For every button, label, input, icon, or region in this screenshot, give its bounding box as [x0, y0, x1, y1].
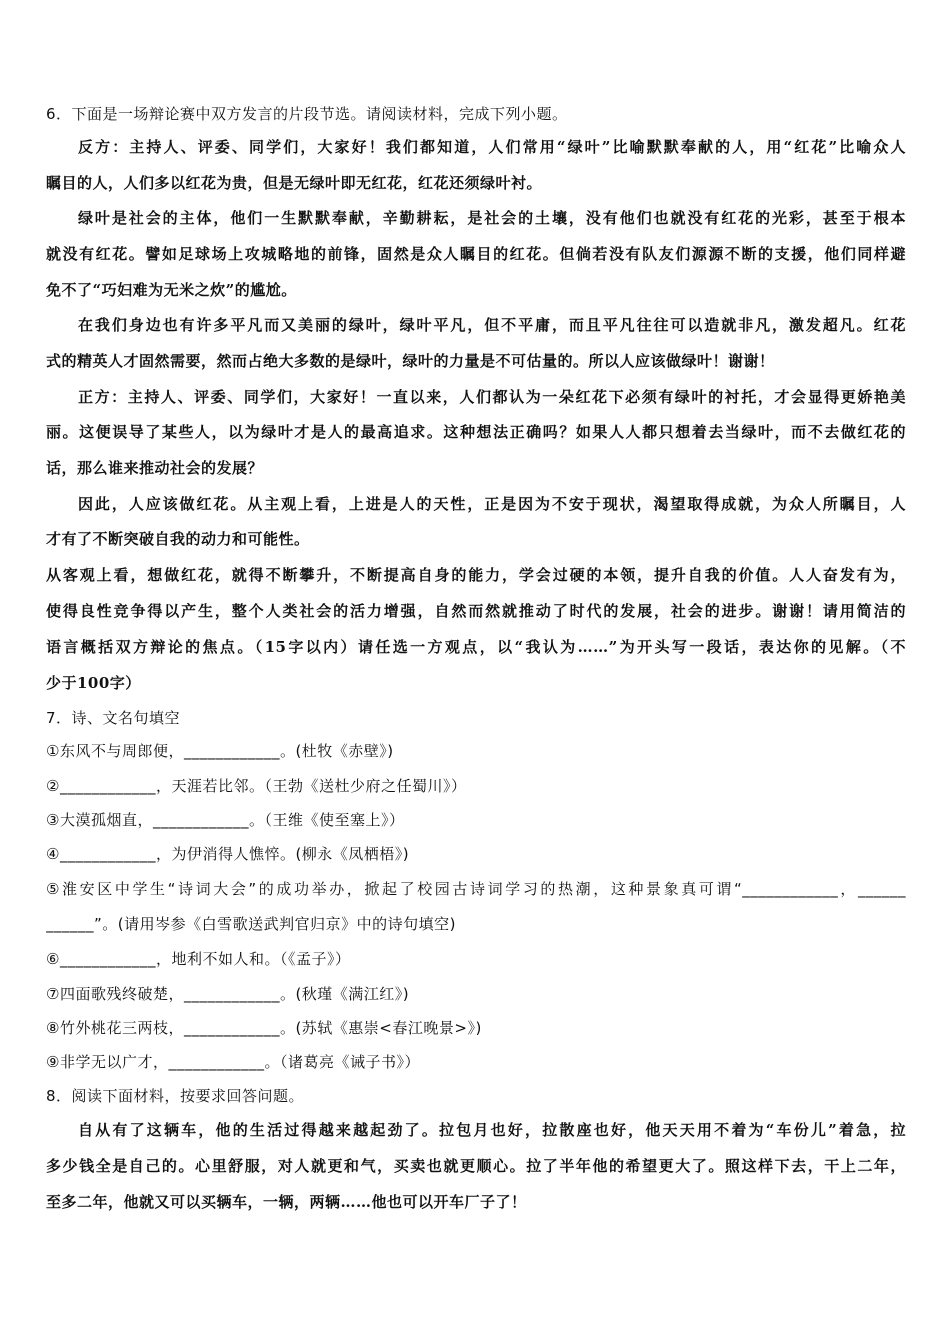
- q6-paragraph-line: 语言概括双方辩论的焦点。（15字以内）请任选一方观点，以“我认为……”为开头写一段话，表达你的见解。（不: [46, 638, 906, 656]
- q6-paragraph-line: 从客观上看，想做红花，就得不断攀升，不断提高自身的能力，学会过硬的本领，提升自我的价值。人人奋发有为，: [46, 566, 906, 584]
- q6-paragraph-line: 少于100字）: [46, 674, 141, 692]
- q7-fill-blank-item: ⑨非学无以广才，____________。（诸葛亮《诫子书》）: [46, 1053, 420, 1071]
- q6-paragraph-line: 反方：主持人、评委、同学们，大家好！我们都知道，人们常用“绿叶”比喻默默奉献的人，用“红花”比喻众人: [78, 138, 906, 156]
- question-7-title: 7．诗、文名句填空: [46, 709, 181, 727]
- q6-paragraph-line: 式的精英人才固然需要，然而占绝大多数的是绿叶，绿叶的力量是不可估量的。所以人应该做绿叶！谢谢！: [46, 352, 775, 370]
- question-8-title: 8．阅读下面材料，按要求回答问题。: [46, 1087, 305, 1105]
- q6-paragraph-line: 免不了“巧妇难为无米之炊”的尴尬。: [46, 281, 297, 299]
- q7-fill-blank-item: ⑦四面歌残终破楚，____________。(秋瑾《满江红》): [46, 985, 410, 1003]
- q6-paragraph-line: 瞩目的人，人们多以红花为贵，但是无绿叶即无红花，红花还须绿叶衬。: [46, 174, 543, 192]
- q8-paragraph-line: 至多二年，他就又可以买辆车，一辆，两辆……他也可以开车厂子了！: [46, 1193, 527, 1211]
- q6-paragraph-line: 使得良性竞争得以产生，整个人类社会的活力增强，自然而然就推动了时代的发展，社会的进步。谢谢！请用简洁的: [46, 602, 906, 620]
- q6-paragraph-line: 在我们身边也有许多平凡而又美丽的绿叶，绿叶平凡，但不平庸，而且平凡往往可以造就非凡，激发超凡。红花: [78, 316, 906, 334]
- q6-paragraph-line: 因此，人应该做红花。从主观上看，上进是人的天性，正是因为不安于现状，渴望取得成就，为众人所瞩目，人: [78, 495, 906, 513]
- q8-paragraph-line: 多少钱全是自己的。心里舒服，对人就更和气，买卖也就更顺心。拉了半年他的希望更大了。照这样下去，干上二年，: [46, 1157, 906, 1175]
- q7-fill-blank-item: ②____________，天涯若比邻。（王勃《送杜少府之任蜀川》）: [46, 777, 467, 795]
- q6-paragraph-line: 就没有红花。譬如足球场上攻城略地的前锋，固然是众人瞩目的红花。但倘若没有队友们源源不断的支援，他们同样避: [46, 245, 906, 263]
- q6-paragraph-line: 才有了不断突破自我的动力和可能性。: [46, 530, 310, 548]
- q6-paragraph-line: 正方：主持人、评委、同学们，大家好！一直以来，人们都认为一朵红花下必须有绿叶的衬托，才会显得更娇艳美: [78, 388, 906, 406]
- q7-fill-blank-item: ⑥____________，地利不如人和。（《孟子》）: [46, 950, 351, 968]
- q6-paragraph-line: 丽。这便误导了某些人，以为绿叶才是人的最高追求。这种想法正确吗？如果人人都只想着去当绿叶，而不去做红花的: [46, 423, 906, 441]
- q7-fill-blank-item: ⑧竹外桃花三两枝，____________。(苏轼《惠崇<春江晚景>》): [46, 1019, 482, 1037]
- question-6-title: 6．下面是一场辩论赛中双方发言的片段节选。请阅读材料，完成下列小题。: [46, 105, 568, 123]
- q7-fill-blank-item: ③大漠孤烟直，____________。（王维《使至塞上》）: [46, 811, 405, 829]
- q7-fill-blank-item: ⑤淮安区中学生“诗词大会”的成功举办，掀起了校园古诗词学习的热潮，这种景象真可谓“____________，______: [46, 880, 906, 898]
- q6-paragraph-line: 绿叶是社会的主体，他们一生默默奉献，辛勤耕耘，是社会的土壤，没有他们也就没有红花的光彩，甚至于根本: [78, 209, 906, 227]
- q8-paragraph-line: 自从有了这辆车，他的生活过得越来越起劲了。拉包月也好，拉散座也好，他天天用不着为“车份儿”着急，拉: [78, 1121, 906, 1139]
- q6-paragraph-line: 话，那么谁来推动社会的发展？: [46, 459, 264, 477]
- q7-fill-blank-item: ①东风不与周郎便，____________。(杜牧《赤壁》): [46, 742, 394, 760]
- q7-fill-blank-item: ______”。(请用岑参《白雪歌送武判官归京》中的诗句填空): [46, 915, 456, 933]
- q7-fill-blank-item: ④____________，为伊消得人憔悴。(柳永《凤栖梧》): [46, 845, 410, 863]
